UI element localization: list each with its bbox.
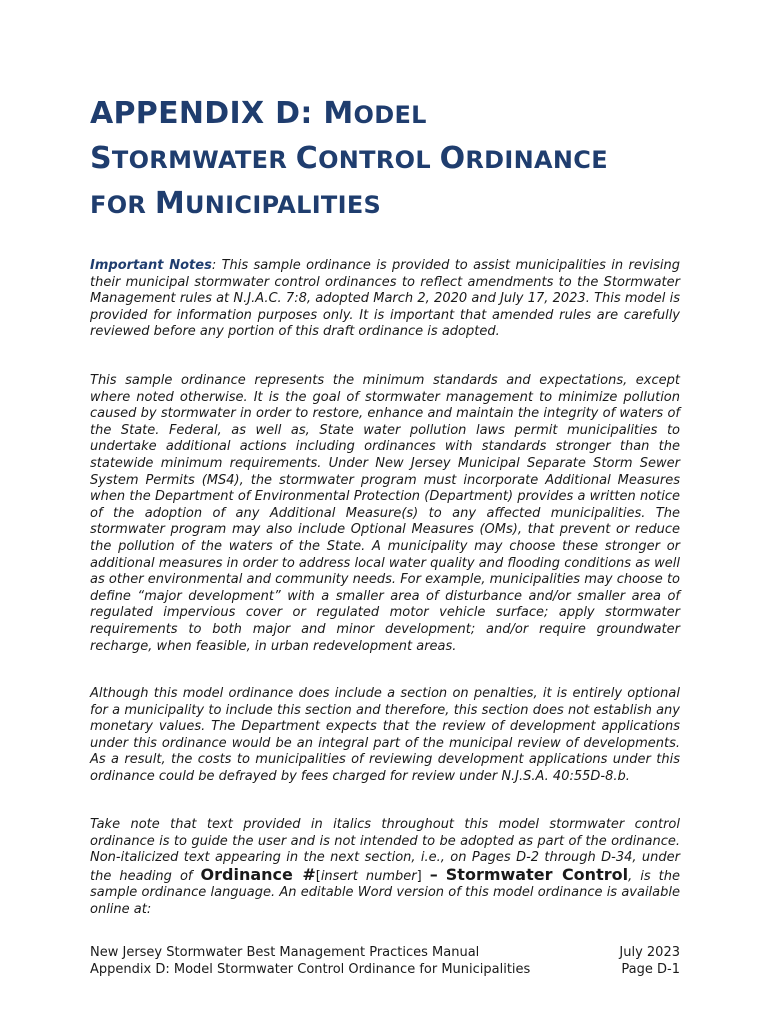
title-line-3 <box>90 183 710 228</box>
footer-page-number: Page D-1 <box>621 962 680 977</box>
title-text: UNICIPALITIES <box>185 191 382 219</box>
dash: – <box>429 864 438 884</box>
title-text: ODEL <box>353 101 427 129</box>
title-line-1 <box>90 93 710 138</box>
title-text: S <box>90 141 112 176</box>
bracket: ] <box>416 868 430 884</box>
title-text: M <box>154 186 185 221</box>
stormwater-control-heading: Stormwater Control <box>445 864 629 884</box>
body-paragraph: This sample ordinance represents the minimum standards and expectations, except where noted otherwise. It is the goal of stormwater management to minimize pollution caused by stormwater in order to restore, enhance and maintain the integrity of waters of the State. Federal, as well as, State water pollution laws permit municipalities to undertake additional actions including ordinances with standards stronger than the statewide minimum requirements. Under New Jersey Municipal Separate Storm Sewer System Permits (MS4), the stormwater program must incorporate Additional Measures when the Department of Environmental Protection (Department) provides a written notice of the adoption of any Additional Measure(s) to any affected municipalities. The stormwater program may also include Optional Measures (OMs), that prevent or reduce the pollution of the waters of the State. A municipality may choose these stronger or additional measures in order to address local water quality and flooding conditions as well as other environmental and community needs. For example, municipalities may choose to define “major development” with a smaller area of disturbance and/or smaller area of regulated impervious cover or regulated motor vehicle surface; apply stormwater requirements to both major and minor development; and/or require groundwater recharge, when feasible, in urban redevelopment areas. <box>90 373 680 654</box>
body-paragraph: Although this model ordinance does include a section on penalties, it is entirely optional for a municipality to include this section and therefore, this section does not establish any monetary values. The Department expects that the review of development applications under this ordinance would be an integral part of the municipal review of developments. As a result, the costs to municipalities of reviewing development applications under this ordinance could be defrayed by fees charged for review under N.J.S.A. 40:55D-8.b. <box>90 686 680 784</box>
footer-appendix-title: Appendix D: Model Stormwater Control Ordinance for Municipalities <box>90 962 531 977</box>
footer-left <box>90 944 590 978</box>
important-notes-label: Important Notes <box>90 258 212 273</box>
title-text: C <box>295 141 319 176</box>
title-text: O <box>439 141 466 176</box>
title-line-2 <box>90 138 710 183</box>
ordinance-heading: Ordinance # <box>200 864 316 884</box>
appendix-title <box>90 93 710 228</box>
title-text: RDINANCE <box>465 146 608 174</box>
title-text: APPENDIX D: M <box>90 96 354 131</box>
paragraph-text: , is the sample ordinance language. An editable Word version of this model ordinance is available online at: <box>90 868 680 917</box>
footer-date: July 2023 <box>619 945 680 960</box>
title-text: FOR <box>90 191 155 219</box>
footer-manual-title: New Jersey Stormwater Best Management Practices Manual <box>90 945 480 960</box>
insert-number-placeholder: insert number <box>320 868 417 884</box>
bracket: [ <box>315 868 321 884</box>
paragraph-text: Take note that text provided in italics throughout this model stormwater control ordinance is to guide the user and is not intended to be adopted as part of the ordinance. Non-italicized text appearing in the next section, i.e., on Pages D-2 through D-34, under the heading of <box>90 817 680 884</box>
footer-right <box>570 944 680 978</box>
paragraph-text: : This sample ordinance is provided to assist municipalities in revising their municipal stormwater control ordinances to reflect amendments to the Stormwater Management rules at N.J.A.C. 7:8, adopted March 2, 2020 and July 17, 2023. This model is provided for information purposes only. It is important that amended rules are carefully reviewed before any portion of this draft ordinance is adopted. <box>90 258 680 340</box>
title-text: ONTROL <box>318 146 440 174</box>
important-notes-paragraph <box>90 258 680 341</box>
body-paragraph <box>90 817 680 919</box>
title-text: TORMWATER <box>111 146 296 174</box>
